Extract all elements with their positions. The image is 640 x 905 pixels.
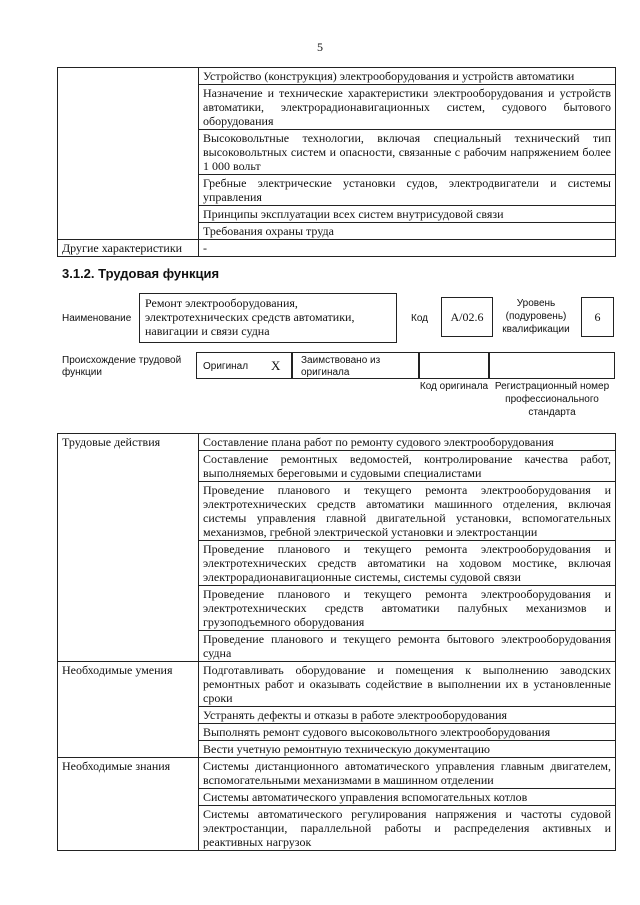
row-label: Необходимые умения xyxy=(58,662,199,758)
row-item: Составление ремонтных ведомостей, контролирование качества работ, выполняемых береговыми и судовыми специалистами xyxy=(199,451,616,482)
borrowed-label: Заимствовано из оригинала xyxy=(301,355,381,378)
knowledge-table xyxy=(57,67,616,257)
section-heading: 3.1.2. Трудовая функция xyxy=(62,266,220,281)
row-item: Проведение планового и текущего ремонта электрооборудования и электротехнических средств автоматики машинного отделения, включая системы управления главной двигательной установки, вспомогательных механизмов, гребной электрической установки и электростанции xyxy=(199,482,616,541)
row-item: Устранять дефекты и отказы в работе электрооборудования xyxy=(199,707,616,724)
level-label: Уровень (подуровень) квалификации xyxy=(502,298,570,335)
row-item: Проведение планового и текущего ремонта электрооборудования и электротехнических средств автоматики на ходовом мостике, включая электрорадионавигационные системы, системы судовой связи xyxy=(199,541,616,586)
registration-number-caption: Регистрационный номер профессионального стандарта xyxy=(494,381,610,418)
function-code: A/02.6 xyxy=(441,297,493,337)
row-item: Принципы эксплуатации всех систем внутрисудовой связи xyxy=(199,206,616,223)
borrowed-cell xyxy=(292,352,419,379)
row-item: Составление плана работ по ремонту судового электрооборудования xyxy=(199,434,616,451)
row-item: Проведение планового и текущего ремонта бытового электрооборудования судна xyxy=(199,631,616,662)
registration-number-cell xyxy=(489,352,615,379)
row-item: - xyxy=(199,240,616,257)
table-row xyxy=(58,434,616,451)
table-row xyxy=(58,240,616,257)
qualification-level: 6 xyxy=(581,297,614,337)
table-row xyxy=(58,662,616,707)
row-item: Назначение и технические характеристики электрооборудования и устройств автоматики, электрорадионавигационных систем, судового бытового оборудования xyxy=(199,85,616,130)
row-item: Требования охраны труда xyxy=(199,223,616,240)
name-label: Наименование xyxy=(62,313,132,324)
page-number: 5 xyxy=(317,40,323,54)
row-label: Необходимые знания xyxy=(58,758,199,851)
function-name: Ремонт электрооборудования, электротехнических средств автоматики, навигации и связи судна xyxy=(139,293,397,343)
table-row xyxy=(58,758,616,789)
row-item: Гребные электрические установки судов, электродвигатели и системы управления xyxy=(199,175,616,206)
table-row xyxy=(58,68,616,85)
row-label xyxy=(58,68,199,240)
origin-label: Происхождение трудовой функции xyxy=(62,355,182,378)
original-label: Оригинал xyxy=(203,361,249,372)
row-item: Устройство (конструкция) электрооборудования и устройств автоматики xyxy=(199,68,616,85)
row-item: Системы автоматического регулирования напряжения и частоты судовой электростанции, параллельной работы и распределения активных и реактивных нагрузок xyxy=(199,806,616,851)
code-label: Код xyxy=(411,313,429,324)
original-mark: X xyxy=(271,358,281,373)
row-item: Выполнять ремонт судового высоковольтного электрооборудования xyxy=(199,724,616,741)
row-label: Другие характеристики xyxy=(58,240,199,257)
row-item: Вести учетную ремонтную техническую документацию xyxy=(199,741,616,758)
original-cell xyxy=(196,352,292,379)
row-item: Подготавливать оборудование и помещения к выполнению заводских ремонтных работ и оказывать содействие в выполнении их в установленные сроки xyxy=(199,662,616,707)
row-item: Высоковольтные технологии, включая специальный технический тип высоковольтных систем и опасности, связанные с рабочим напряжением более 1 000 вольт xyxy=(199,130,616,175)
original-code-caption: Код оригинала xyxy=(419,381,489,392)
row-label: Трудовые действия xyxy=(58,434,199,662)
row-item: Системы дистанционного автоматического управления главным двигателем, вспомогательными механизмами в машинном отделении xyxy=(199,758,616,789)
row-item: Проведение планового и текущего ремонта электрооборудования и электротехнических средств автоматики палубных механизмов и грузоподъемного оборудования xyxy=(199,586,616,631)
original-code-cell xyxy=(419,352,489,379)
function-table xyxy=(57,433,616,851)
row-item: Системы автоматического управления вспомогательных котлов xyxy=(199,789,616,806)
